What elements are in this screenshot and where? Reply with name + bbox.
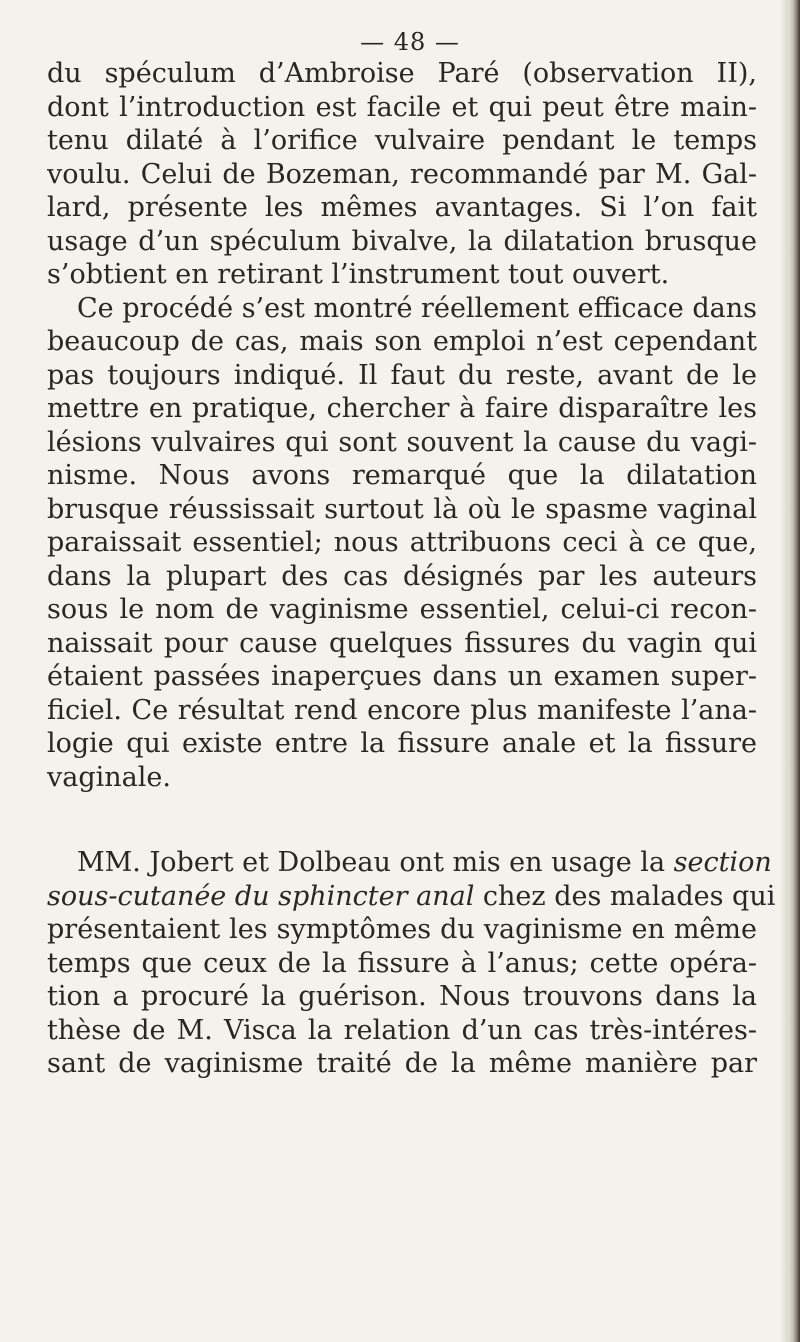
text-run: MM. Jobert et Dolbeau ont mis en usage la (77, 847, 674, 878)
text-line: mettre en pratique, chercher à faire disparaître les (47, 393, 757, 424)
text-line: dont l’introduction est facile et qui peut être main- (47, 91, 757, 123)
text-line: Ce procédé s’est montré réellement efficace dans (77, 292, 757, 324)
paragraph-gap (47, 794, 757, 846)
text-run: chez des malades qui (474, 880, 776, 912)
italic-term: section (673, 847, 772, 878)
text-line: présentaient les symptômes du vaginisme en même (47, 914, 757, 945)
text-line: lésions vulvaires qui sont souvent la cause du vagi- (47, 426, 757, 458)
text-line (47, 846, 772, 880)
page-edge (788, 0, 800, 1342)
text-line: tion a procuré la guérison. Nous trouvons dans la (47, 981, 757, 1012)
text-line: s’obtient en retirant l’instrument tout ouvert. (47, 259, 670, 290)
text-line: pas toujours indiqué. Il faut du reste, avant de le (47, 359, 757, 391)
text-line: usage d’un spéculum bivalve, la dilatation brusque (47, 225, 757, 257)
text-line: nisme. Nous avons remarqué que la dilatation (47, 460, 757, 491)
text-line: tenu dilaté à l’orifice vulvaire pendant le temps (47, 125, 757, 156)
text-line: dans la plupart des cas désignés par les auteurs (47, 560, 757, 592)
page-body (47, 57, 776, 1081)
page-number: — 48 — (360, 28, 460, 56)
text-line: lard, présente les mêmes avantages. Si l’on fait (47, 192, 757, 223)
text-line: étaient passées inaperçues dans un examen super- (47, 661, 757, 692)
text-line: ficiel. Ce résultat rend encore plus manifeste l’ana- (47, 694, 757, 726)
paragraph-2 (47, 292, 757, 795)
paragraph-1 (47, 57, 757, 292)
italic-term: sous-cutanée du sphincter anal (47, 880, 475, 912)
text-line: temps que ceux de la fissure à l’anus; cette opéra- (47, 947, 757, 979)
text-line: voulu. Celui de Bozeman, recommandé par M. Gal- (47, 158, 757, 190)
text-line: sant de vaginisme traité de la même manière par (47, 1048, 757, 1079)
text-line: sous le nom de vaginisme essentiel, celui-ci recon- (47, 594, 757, 625)
page-gutter-shadow (780, 0, 788, 1342)
text-line: du spéculum d’Ambroise Paré (observation II), (47, 58, 757, 89)
text-line: thèse de M. Visca la relation d’un cas très-intéres- (47, 1014, 757, 1046)
text-line: beaucoup de cas, mais son emploi n’est cependant (47, 326, 757, 357)
text-line: vaginale. (47, 761, 171, 793)
text-line: naissait pour cause quelques fissures du vagin qui (47, 627, 757, 659)
text-line (47, 880, 776, 914)
text-line: paraissait essentiel; nous attribuons ceci à ce que, (47, 527, 757, 558)
text-line: logie qui existe entre la fissure anale et la fissure (47, 728, 757, 759)
text-line: brusque réussissait surtout là où le spasme vaginal (47, 493, 757, 525)
paragraph-3 (47, 846, 776, 1081)
